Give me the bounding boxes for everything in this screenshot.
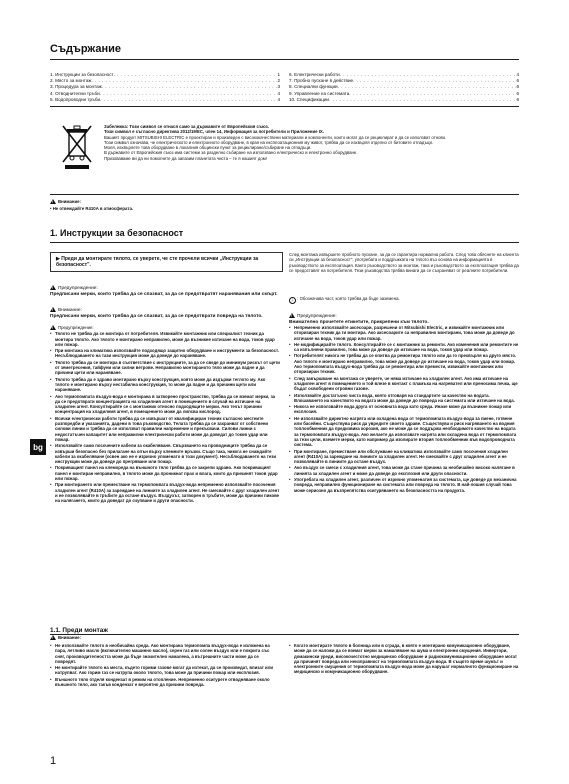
- toc-entry-page: 6: [516, 78, 519, 84]
- warning-icon: [50, 285, 56, 290]
- list-item: • Не модифицирайте тялото. Консултирайте се с монтажник за ремонти. Ако изменения или ремонтите не са изпълнени правилно, това може да доведе до изтичане на вода, токов удар или пожар.: [289, 342, 519, 353]
- list-item: • При монтиране, преместване или обслужване на климатика използвайте само посочения хладилен агент (R410A) за зареждане на линиите за хладилен агент. Не смесвайте с друг хладилен агент и не позволявайте в линиите да остане въздух.: [289, 449, 519, 465]
- toc-entry-label: 3. Процедура за монтаж: [50, 84, 102, 90]
- toc-entry[interactable]: [50, 97, 280, 103]
- section-1-rule: [50, 242, 519, 243]
- toc-entry-page: 6: [516, 96, 519, 102]
- warning-definition: !Предупреждение: Предписани мерки, които трябва да се спазват, за да се предотвратят наранявания или смърт.: [50, 285, 280, 298]
- toc-leader-dots: [100, 97, 277, 103]
- toc-entry-label: 7. Пробно пускане в действие: [289, 78, 354, 84]
- list-item: • Ако термопомпата въздух-вода е монтирана в затворено пространство, трябва да се вземат мерки, за да се предотврати концентрацията на хладилния агент в помещението в случай на изтичане на хладилен агент. Консултирайте се с монтажник относно подходящите мерки. Ако течът причини концентрация на хладилния агент, в помещението може да липсва кислород.: [50, 394, 280, 415]
- toc-entry-label: 2. Място за монтаж: [50, 78, 92, 84]
- toc-entry-page: 4: [277, 90, 280, 96]
- warning-icon: [50, 635, 56, 640]
- top-warning-title: !Внимание:: [50, 199, 81, 204]
- toc-entry-label: 6. Електрически работи: [289, 72, 340, 77]
- toc-entry-page: 2: [277, 78, 280, 84]
- toc-entry-label: 10. Спецификации: [289, 96, 329, 102]
- list-item: • Тялото трябва да се монтира в съответствие с инструкциите, за да се сведе до минимум рискът от щети от земетресения, тайфуни или силни ветрове. Неправилно монтираното тяло може да падне и да причини щети или нараняване.: [50, 360, 280, 376]
- weee-notice-line: Вашият продукт MITSUBISHI ELECTRIC е проектиран и произведен с висококачествени материали и компоненти, които могат да се рециклират и да се използват отново.: [104, 134, 447, 140]
- list-item: • Непременно използвайте аксесоари, разрешени от Mitsubishi Electric, и извикайте монтажник или оторизиран техник да ги монтира. Ако аксесоарите са неправилно монтирани, това може да доведе до изтичане на вода, токов удар или пожар.: [289, 325, 519, 341]
- warning-icon: [50, 199, 56, 204]
- section-1-1-rule: [50, 634, 519, 635]
- toc-entry-page: 4: [277, 96, 280, 102]
- list-item: • При монтажа на климатика използвайте подходящо защитно оборудване и инструменти за безопасност. Несъблюдаването на тази инструкция може да доведе до нараняване.: [50, 348, 280, 359]
- toc-leader-dots: [329, 97, 516, 103]
- ground-icon: ⏚: [290, 298, 295, 302]
- weee-notice-line: Забележка: Този символ се отнася само за държавите от Европейския съюз.: [104, 124, 269, 129]
- page-number: 1: [50, 755, 57, 767]
- warning-icon: [289, 313, 295, 318]
- notice-rule: [50, 194, 519, 195]
- read-instructions-box: ▶ Преди да монтирате тялото, се уверете, че сте прочели всички „Инструкции за безопасност".: [50, 252, 283, 272]
- weee-notice: [104, 124, 519, 161]
- toc-entry-page: 3: [277, 84, 280, 90]
- list-item: • Използвайте достатъчно чиста вода, която отговаря на стандартите за качество на водата. Влошаването на качеството на водата може да доведе до повреда на системата или изтичане на вода.: [289, 393, 519, 404]
- section-1-intro: След монтажа извършете пробното пускане, за да се гарантира нормална работа. След това обяснете на клиента си „Инструкции за безопасност", употребата и поддръжката на тялото въз основа на информацията в ръководството за експлоатация. Както ръководството за монтаж, така и ръководството за експлоатация трябва да се предоставят на потребителя. Тези ръководства трябва винаги да се съхраняват от реалните потребители.: [289, 252, 519, 273]
- ground-note: ⏚ : Обозначава част, която трябва да бъде заземена.: [290, 296, 400, 302]
- list-item: • Не монтирайте тялото на места, където горими газове могат да изтекат, да се произведат, влизат или натрупват. Ако горим газ се натрупа около тялото, това може да причини пожар или експлозия.: [50, 665, 280, 676]
- toc-entry-label: 8. Специални функции: [289, 84, 338, 90]
- toc-entry-label: 5. Водопроводни тръби: [50, 96, 101, 102]
- weee-notice-line: Моля, изхвърлете това оборудване в локалния общински пункт за рециклиране/събиране на отпадъци.: [104, 145, 312, 151]
- list-item: • Не използвайте директно нагрята или охладена вода от термопомпата въздух-вода за пиене, готвене или басейни. Съществува риск да увредите своето здраве. Съществува и риск нагряването на водния топлообменник да предизвика корозия, ако не може да се поддържа необходимото качество на водата за термопомпата въздух-вода. Ако желаете да използвате нагрята или охладена вода от термопомпата за тези цели, вземете мерки, като например да изолирате втория топлообменник във водопроводната система.: [289, 416, 519, 448]
- list-item: • Използвайте само посочените кабели за окабеляване. Свързването на проводниците трябва да се извърши безопасно без прилагане на опън върху клемните връзки. Също така, никога не снаждайте кабели за окабеляване (освен ако не е изрично упоменато в този документ). Несъблюдаването на тези инструкции може да доведе до прегряване или пожар.: [50, 443, 280, 464]
- list-item: • Всички електрически работи трябва да се извършат от квалифициран техник съгласно местните разпоредби и указанията, дадени в това ръководство. Телата трябва да се захранват от собствени силови линии и трябва да се използват правилни напрежение и прекъсвачи. Силови линии с недостатъчен капацитет или неправилни електрически работи може да доведат до токов удар или пожар.: [50, 416, 280, 442]
- list-item: • Покриващият панел на клемореда на външното тяло трябва да се закрепи здраво. Ако покриващият панел е монтиран неправилно, в тялото може да проникнат прах и влага, които да причинят токов удар или пожар.: [50, 465, 280, 481]
- list-item: • След завършване на монтажа се уверете, че няма изтичане на хладилен агент. Ако има изтичане на хладилен агент в помещението и той влезе в контакт с пламъка на нагревател или преносима печка, ще бъдат освободени отровни газове.: [289, 376, 519, 392]
- toc-entry-label: 4. Отводнителни тръби: [50, 90, 100, 96]
- warning-list-left: !Предупреждение: • Тялото не трябва да се монтира от потребителя. Извикайте монтажник или специалист техник да монтира тялото. Ако тялото е монтирано неправилно, може да възникне изтичане на вода, токов удар или пожар. • При монтажа на климатика използвайте подходящо защитно оборудване и инструменти за безопасност. Несъблюдаването на тази инструкция може да доведе до нараняване. • Тялото трябва да се монтира в съответствие с инструкциите, за да се сведе до минимум рискът от щети от земетресения, тайфуни или силни ветрове. Неправилно монтираното тяло може да падне и да причини щети или нараняване. • Тялото трябва да е здраво монтирано върху конструкция, която може да издържи теглото му. Ако тялото е монтирано върху нестабилна конструкция, то може да падне и да причини щети или нараняване. • Ако термопомпата въздух-вода е монтирана в затворено пространство, трябва да се вземат мерки, за да се предотврати концентрацията на хладилния агент в помещението в случай на изтичане на хладилен агент. Консултирайте се с монтажник относно подходящите мерки. Ако течът причини концентрация на хладилния агент, в помещението може да липсва кислород. • Всички електрически работи трябва да се извършат от квалифициран техник съгласно местните разпоредби и указанията, дадени в това ръководство. Телата трябва да се захранват от собствени силови линии и трябва да се използват правилни напрежение и прекъсвачи. Силови линии с недостатъчен капацитет или неправилни електрически работи може да доведат до токов удар или пожар. • Използвайте само посочените кабели за окабеляване. Свързването на проводниците трябва да се извърши безопасно без прилагане на опън върху клемните връзки. Също така, никога не снаждайте кабели за окабеляване (освен ако не е изрично упоменато в този документ). Несъблюдаването на тези инструкции може да доведе до прегряване или пожар. • Покриващият панел на клемореда на външното тяло трябва да се закрепи здраво. Ако покриващият панел е монтиран неправилно, в тялото може да проникнат прах и влага, които да причинят токов удар или пожар. • При монтирането или преместване на термопомпата въздух-вода непременно използвайте посочения хладилен агент (R410A) за зареждане на линиите за хладилен агент. Не смесвайте с друг хладилен агент и не позволявайте в тръбите да остане въздух. Въздухът, затворен в тръбите, може да причини пикове на налягането, които да доведат до счупване и други опасности.: [50, 325, 280, 505]
- toc-left-column: [50, 72, 280, 103]
- toc-bottom-rule: [50, 106, 519, 107]
- toc-entry-label: 1. Инструкции за безопасност: [50, 72, 114, 77]
- labels-warning: !Предупреждение: Внимателно прочетете етикетите, прикрепени към тялото.: [289, 313, 519, 326]
- warning-icon: [50, 307, 56, 312]
- toc-entry-page: 6: [516, 84, 519, 90]
- list-item: • Никога не използвайте вода друга от основната вода като среда. Иначе може да възникне пожар или експлозия.: [289, 404, 519, 415]
- weee-notice-line: Този символ означава, че електрическото и електронното оборудване, в края на експлоатационния му живот, трябва да се изхвърля отделно от битовите отпадъци.: [104, 139, 434, 145]
- toc-entry-page: 6: [516, 90, 519, 96]
- section-1-1-title: 1.1. Преди монтаж: [50, 627, 108, 634]
- list-item: • Ако въздух се смеси с хладилния агент, това може да стане причина за необичайно високо налягане в линията за хладилен агент и може да доведе до експлозия или други опасности.: [289, 465, 519, 476]
- toc-title: Съдържание: [50, 43, 121, 55]
- warning-icon: [50, 325, 56, 330]
- toc-entry-label: 9. Управление на системата: [289, 90, 350, 96]
- top-warning-item: • Не отвеждайте R410A в атмосферата.: [50, 206, 134, 211]
- list-item: • Когато монтирате тялото в болница или в сграда, в която е монтирано комуникационно оборудване, може да се наложи да се вземат мерки за намаляване на шума и електронни смущения. Инвертори, домакински уреди, високочестотно медицинско оборудване и радиокомуникационно оборудване могат да причинят повреда или неизправност на термопомпата въздух-вода. В същото време шумът и електронните смущения от термопомпата въздух-вода може да нарушат нормалното функциониране на медицинско и комуникационно оборудване.: [289, 643, 519, 675]
- before-install-list-left: [50, 643, 280, 688]
- arrow-icon: ▶: [56, 256, 60, 262]
- language-tab: bg: [30, 439, 46, 455]
- caution-definition: !Внимание: Предписани мерки, които трябва да се спазват, за да се предотврати повреда на тялото.: [50, 307, 280, 320]
- list-item: • Употребата на хладилен агент, различен от изрично упоменатия за системата, ще доведе до механична повреда, неправилно функциониране на системата или повреда на тялото. В най-лошия случай това може сериозно да възпрепятства осигуряването на безопасността на продукта.: [289, 477, 519, 493]
- section-1-title: 1. Инструкции за безопасност: [50, 228, 184, 238]
- toc-rule: [50, 59, 519, 60]
- list-item: • Тялото не трябва да се монтира от потребителя. Извикайте монтажник или специалист техник да монтира тялото. Ако тялото е монтирано неправилно, може да възникне изтичане на вода, токов удар или пожар.: [50, 331, 280, 347]
- list-item: • Външното тяло отделя кондензат в режим на отопление. Непременно осигурете отводняване около външното тяло, ако такъв кондензат е вероятно да причини повреда.: [50, 677, 280, 688]
- toc-right-column: [289, 72, 519, 103]
- warning-list-right: [289, 325, 519, 494]
- toc-entry-page: 4: [516, 72, 519, 77]
- list-item: • При монтирането или преместване на термопомпата въздух-вода непременно използвайте посочения хладилен агент (R410A) за зареждане на линиите за хладилен агент. Не смесвайте с друг хладилен агент и не позволявайте в тръбите да остане въздух. Въздухът, затворен в тръбите, може да причини пикове на налягането, които да доведат до счупване и други опасности.: [50, 482, 280, 503]
- toc-entry[interactable]: [289, 97, 519, 103]
- weee-notice-line: Този символ е съгласно директива 2012/19/ЕС, член 14, Информация за потребители и Приложение IX.: [104, 129, 324, 135]
- before-install-list-right: [289, 643, 519, 676]
- weee-notice-line: Призоваваме ви да ни помогнете да запазим планетата чиста – те я нашият дом!: [104, 155, 267, 161]
- weee-notice-line: В държавите от Европейския съюз има системи за разделно събиране на използвано електрическо и електронно оборудване.: [104, 150, 358, 156]
- list-item: • Тялото трябва да е здраво монтирано върху конструкция, която може да издържи теглото му. Ако тялото е монтирано върху нестабилна конструкция, то може да падне и да причини щети или нараняване.: [50, 377, 280, 393]
- section-1-1-warning-title: !Внимание:: [50, 635, 81, 640]
- weee-bin-icon: [60, 124, 94, 170]
- list-item: • Не използвайте тялото в необичайна среда. Ако монтирана термопомпа въздух-вода е изложена на пара, летливо масло (включително машинно масло), серен газ или солен въздух или е покрита със сняг, производителността може да бъде значително намалена, а вътрешните части може да се повредят.: [50, 643, 280, 664]
- list-item: • Потребителят никога не трябва да се опитва да ремонтира тялото или да го прехвърля на друго място. Ако тялото е монтирано неправилно, това може да доведе до изтичане на вода, токов удар или пожар. Ако термопомпата въздух-вода трябва да се ремонтира или премести, извикайте монтажник или оторизиран техник.: [289, 353, 519, 374]
- toc-entry-page: 1: [277, 72, 280, 77]
